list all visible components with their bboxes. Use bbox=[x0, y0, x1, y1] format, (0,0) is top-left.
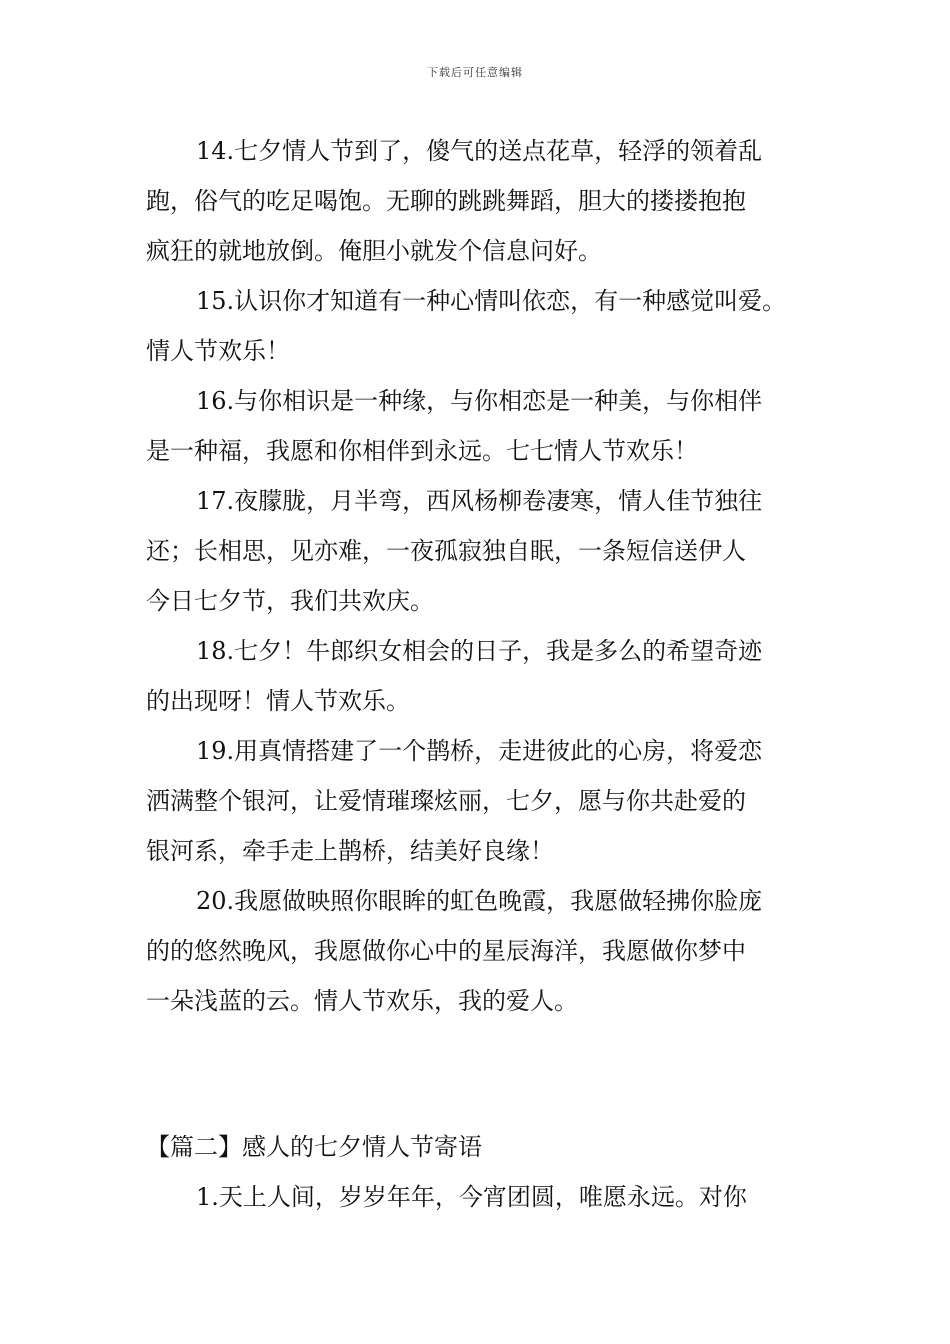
message-16-line-1: 16.与你相识是一种缘，与你相恋是一种美，与你相伴 bbox=[196, 387, 763, 415]
message-19-line-1: 19.用真情搭建了一个鹊桥，走进彼此的心房，将爱恋 bbox=[196, 737, 763, 765]
message-17-line-2: 还；长相思，见亦难，一夜孤寂独自眠，一条短信送伊人 bbox=[146, 537, 746, 565]
message-18-line-2: 的出现呀！情人节欢乐。 bbox=[146, 687, 410, 715]
message-19-line-3: 银河系，牵手走上鹊桥，结美好良缘！ bbox=[146, 837, 554, 865]
message-15-line-2: 情人节欢乐！ bbox=[146, 337, 290, 365]
section-heading: 【篇二】感人的七夕情人节寄语 bbox=[146, 1133, 482, 1161]
message-16-line-2: 是一种福，我愿和你相伴到永远。七七情人节欢乐！ bbox=[146, 437, 698, 465]
message-17-line-1: 17.夜朦胧，月半弯，西风杨柳卷凄寒，情人佳节独往 bbox=[196, 487, 763, 515]
section-message-1: 1.天上人间，岁岁年年，今宵团圆，唯愿永远。对你 bbox=[196, 1183, 747, 1211]
message-19 bbox=[146, 726, 822, 876]
message-18-line-1: 18.七夕！牛郎织女相会的日子，我是多么的希望奇迹 bbox=[196, 637, 763, 665]
message-14 bbox=[146, 126, 822, 276]
message-20-line-1: 20.我愿做映照你眼眸的虹色晚霞，我愿做轻拂你脸庞 bbox=[196, 887, 763, 915]
header-note: 下载后可任意编辑 bbox=[427, 66, 523, 79]
message-14-line-2: 跑，俗气的吃足喝饱。无聊的跳跳舞蹈，胆大的搂搂抱抱 bbox=[146, 187, 746, 215]
message-18 bbox=[146, 626, 822, 726]
section-body bbox=[146, 1172, 822, 1222]
message-20-line-2: 的的悠然晚风，我愿做你心中的星辰海洋，我愿做你梦中 bbox=[146, 937, 746, 965]
message-17 bbox=[146, 476, 822, 626]
message-16 bbox=[146, 376, 822, 476]
message-list bbox=[146, 126, 822, 1026]
message-14-line-3: 疯狂的就地放倒。俺胆小就发个信息问好。 bbox=[146, 237, 602, 265]
message-15-line-1: 15.认识你才知道有一种心情叫依恋，有一种感觉叫爱。 bbox=[196, 287, 787, 315]
message-15 bbox=[146, 276, 822, 376]
message-17-line-3: 今日七夕节，我们共欢庆。 bbox=[146, 587, 434, 615]
message-20-line-3: 一朵浅蓝的云。情人节欢乐，我的爱人。 bbox=[146, 987, 578, 1015]
message-14-line-1: 14.七夕情人节到了，傻气的送点花草，轻浮的领着乱 bbox=[196, 137, 763, 165]
message-20 bbox=[146, 876, 822, 1026]
message-19-line-2: 洒满整个银河，让爱情璀璨炫丽，七夕，愿与你共赴爱的 bbox=[146, 787, 746, 815]
